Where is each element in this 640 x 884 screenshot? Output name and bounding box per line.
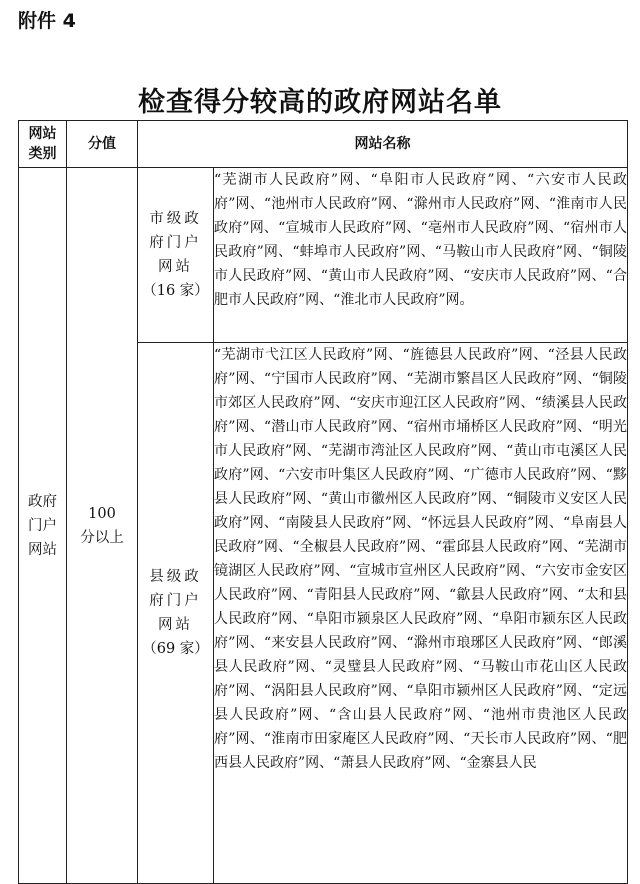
subcategory-city-cell: 市级政府门户网站 （16 家）	[138, 168, 214, 343]
website-list-table	[18, 120, 628, 884]
column-header-category: 网站类别	[19, 121, 67, 168]
score-cell: 100 分以上	[67, 168, 138, 884]
attachment-label: 附件 4	[18, 10, 76, 32]
subcategory-county-cell: 县级政府门户网站 （69 家）	[138, 343, 214, 884]
table-header-row	[19, 121, 628, 168]
column-header-score: 分值	[67, 121, 138, 168]
city-website-names: “芜湖市人民政府”网、“阜阳市人民政府”网、“六安市人民政府”网、“池州市人民政府”网、“滁州市人民政府”网、“淮南市人民政府”网、“宣城市人民政府”网、“亳州市人民政府”网、“宿州市人民政府”网、“蚌埠市人民政府”网、“马鞍山市人民政府”网、“铜陵市人民政府”网、“黄山市人民政府”网、“安庆市人民政府”网、“合肥市人民政府”网、“淮北市人民政府”网。	[214, 168, 628, 343]
county-website-names: “芜湖市弋江区人民政府”网、“旌德县人民政府”网、“泾县人民政府”网、“宁国市人民政府”网、“芜湖市繁昌区人民政府”网、“铜陵市郊区人民政府”网、“安庆市迎江区人民政府”网、“绩溪县人民政府”网、“潜山市人民政府”网、“宿州市埇桥区人民政府”网、“明光市人民政府”网、“芜湖市湾沚区人民政府”网、“黄山市屯溪区人民政府”网、“六安市叶集区人民政府”网、“广德市人民政府”网、“黟县人民政府”网、“黄山市徽州区人民政府”网、“铜陵市义安区人民政府”网、“南陵县人民政府”网、“怀远县人民政府”网、“阜南县人民政府”网、“全椒县人民政府”网、“霍邱县人民政府”网、“芜湖市镜湖区人民政府”网、“宣城市宣州区人民政府”网、“六安市金安区人民政府”网、“青阳县人民政府”网、“歙县人民政府”网、“太和县人民政府”网、“阜阳市颍泉区人民政府”网、“阜阳市颍东区人民政府”网、“来安县人民政府”网、“滁州市琅琊区人民政府”网、“郎溪县人民政府”网、“灵璧县人民政府”网、“马鞍山市花山区人民政府”网、“涡阳县人民政府”网、“阜阳市颍州区人民政府”网、“定远县人民政府”网、“含山县人民政府”网、“池州市贵池区人民政府”网、“淮南市田家庵区人民政府”网、“天长市人民政府”网、“肥西县人民政府”网、“萧县人民政府”网、“金寨县人民	[214, 343, 628, 884]
category-cell: 政府门户网站	[19, 168, 67, 884]
table-row	[19, 168, 628, 343]
page-title: 检查得分较高的政府网站名单	[138, 87, 502, 118]
column-header-website-name: 网站名称	[138, 121, 628, 168]
